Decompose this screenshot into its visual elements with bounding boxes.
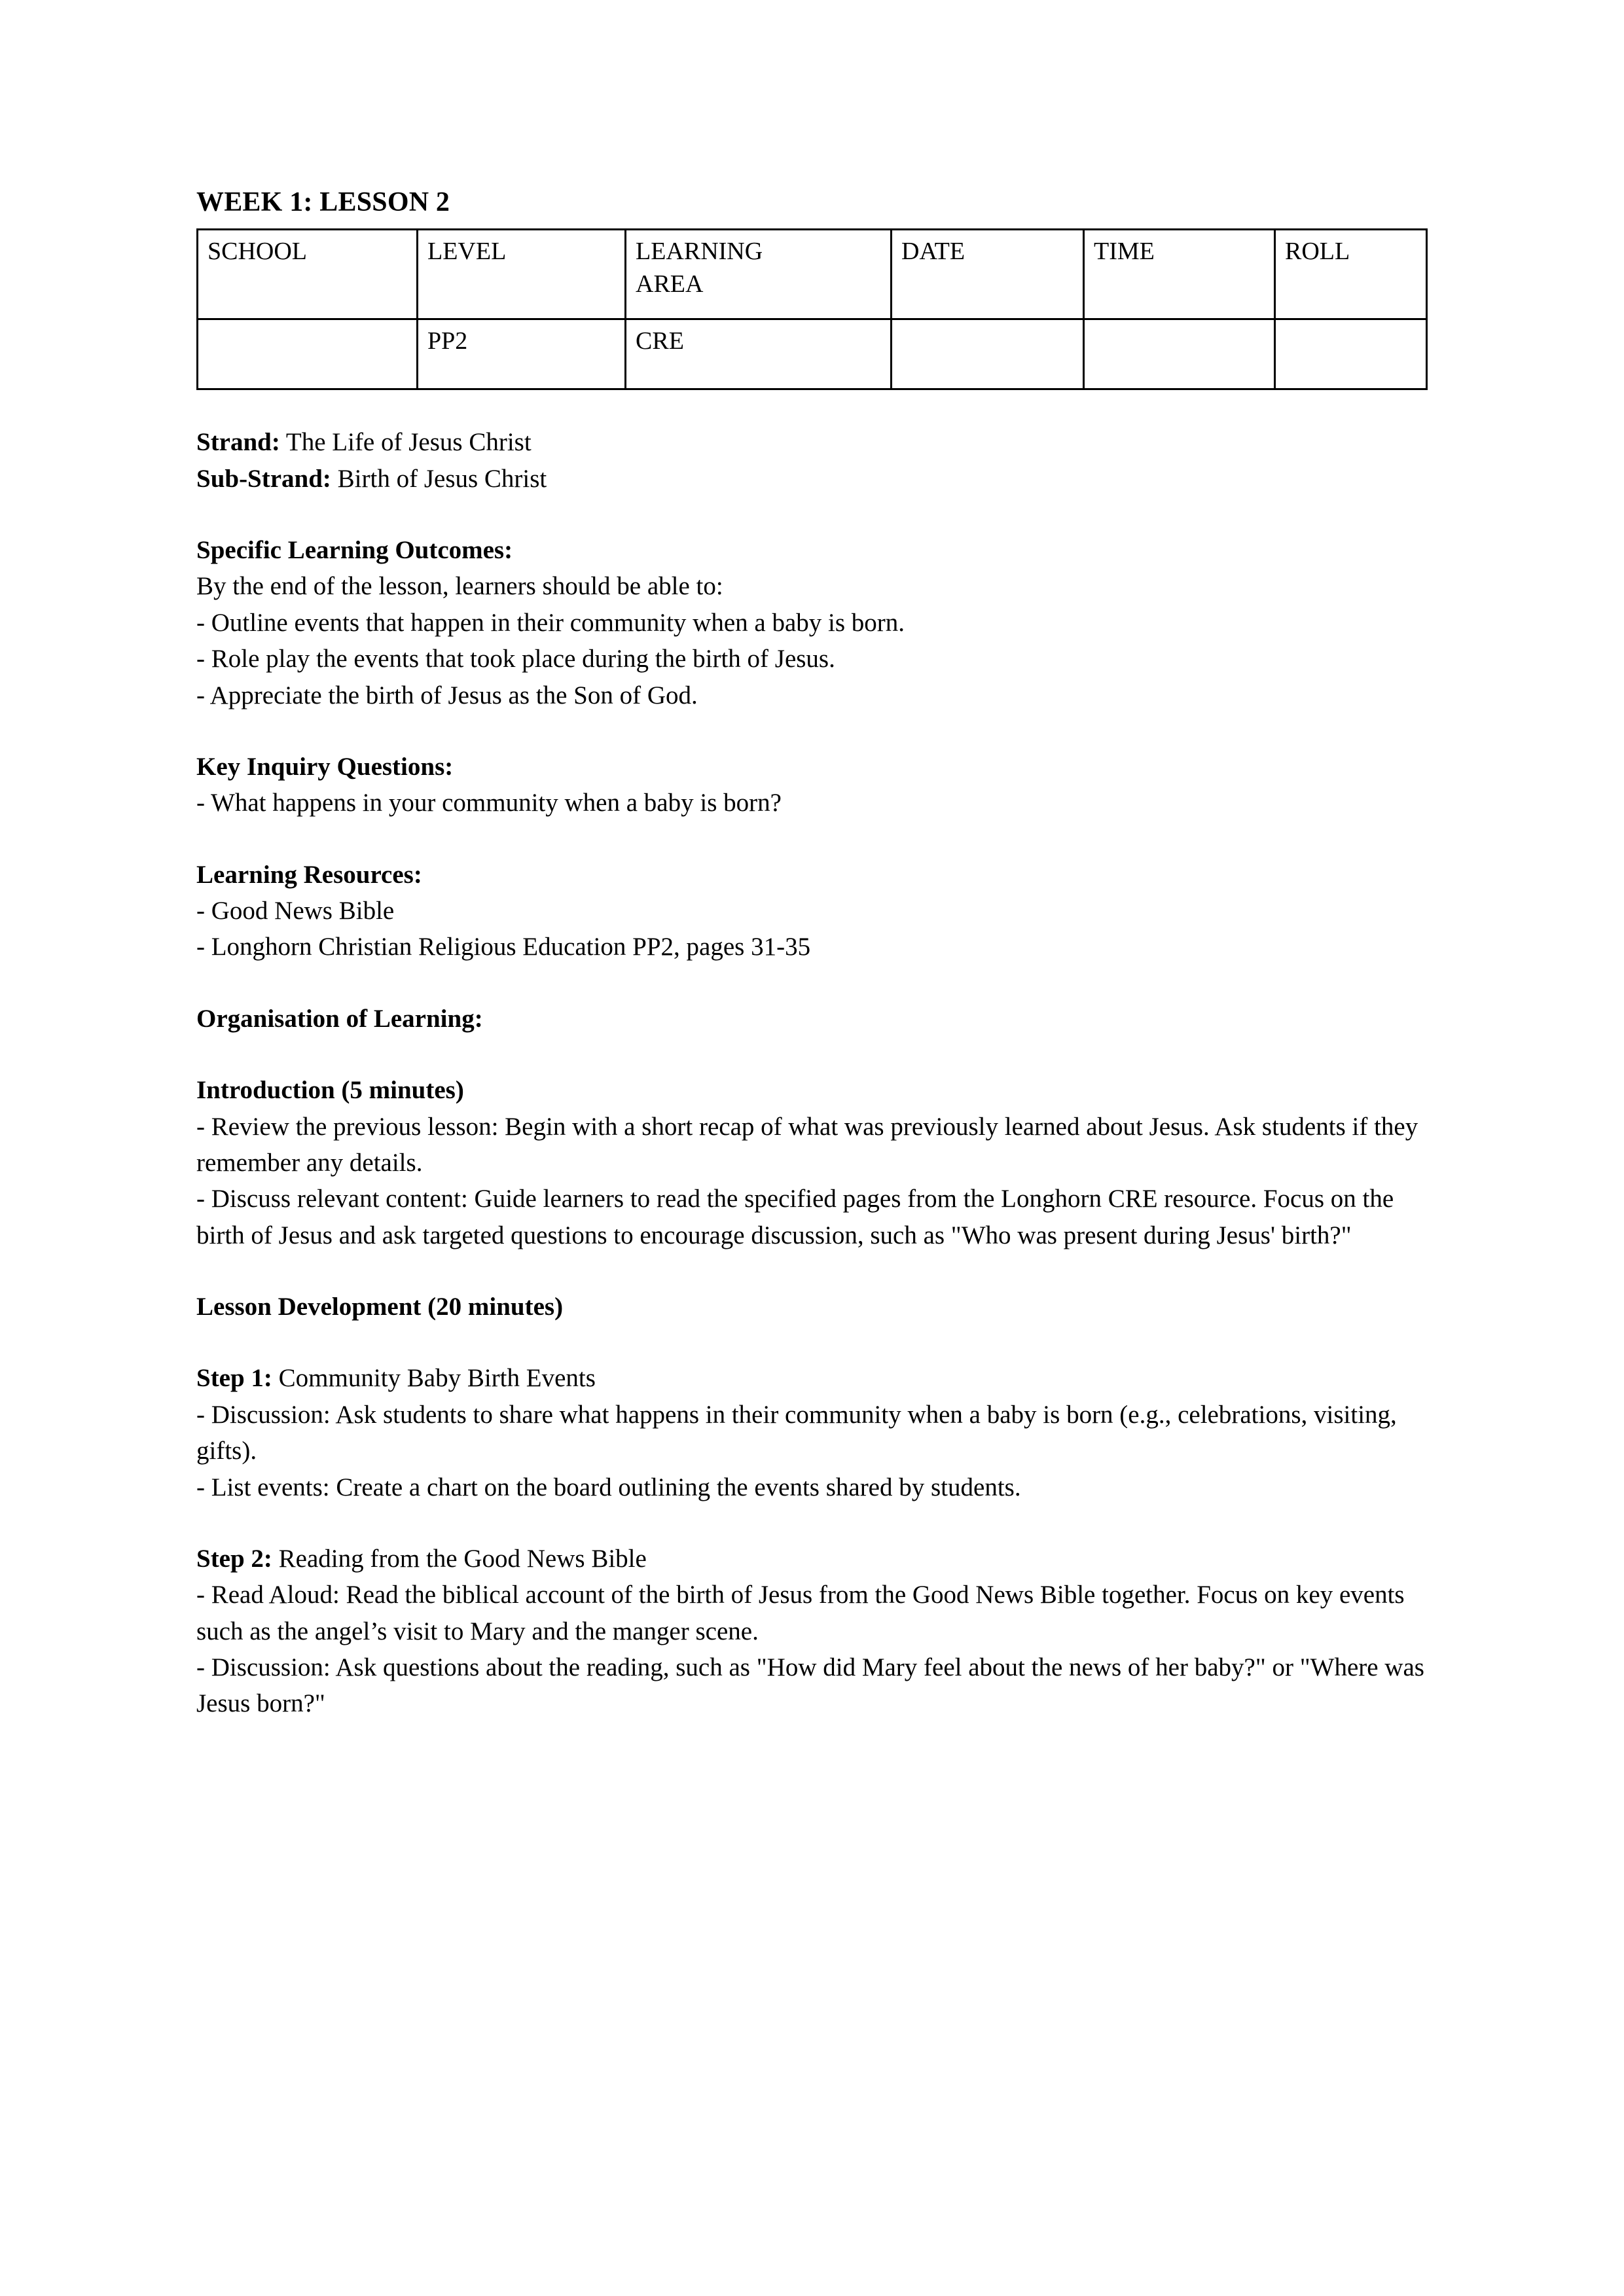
table-cell-time[interactable] xyxy=(1084,319,1275,389)
table-row xyxy=(198,319,1427,389)
lesson-info-table xyxy=(196,228,1428,390)
table-cell-date[interactable] xyxy=(892,319,1084,389)
step-1-title: Community Baby Birth Events xyxy=(272,1364,596,1393)
strand-value: The Life of Jesus Christ xyxy=(280,428,532,457)
learning-area-line-1: LEARNING xyxy=(636,238,763,266)
specific-learning-outcomes-intro: By the end of the lesson, learners should be able to: xyxy=(196,572,723,601)
step-2-label: Step 2: xyxy=(196,1544,272,1573)
table-cell-level[interactable]: PP2 xyxy=(418,319,626,389)
organisation-of-learning-heading: Organisation of Learning: xyxy=(196,1004,483,1033)
step-2-title: Reading from the Good News Bible xyxy=(272,1544,647,1573)
key-inquiry-questions-heading: Key Inquiry Questions: xyxy=(196,752,454,781)
sub-strand-label: Sub-Strand: xyxy=(196,464,331,493)
list-item: - Appreciate the birth of Jesus as the Son of God. xyxy=(196,681,698,709)
step-1-paragraph: - List events: Create a chart on the board outlining the events shared by students. xyxy=(196,1473,1021,1501)
lesson-development-heading: Lesson Development (20 minutes) xyxy=(196,1293,564,1321)
sub-strand-value: Birth of Jesus Christ xyxy=(331,464,547,493)
step-2-paragraph: - Discussion: Ask questions about the reading, such as "How did Mary feel about the news of her baby?" or "Where was Jesus born?" xyxy=(196,1653,1424,1718)
strand-label: Strand: xyxy=(196,428,280,457)
table-cell-learning-area[interactable]: CRE xyxy=(626,319,892,389)
list-item: - Outline events that happen in their community when a baby is born. xyxy=(196,608,905,637)
table-header-time: TIME xyxy=(1084,230,1275,319)
step-1-paragraph: - Discussion: Ask students to share what happens in their community when a baby is born (e.g., celebrations, visiting, gifts). xyxy=(196,1400,1397,1465)
step-1-heading xyxy=(196,1360,1427,1396)
table-header-roll: ROLL xyxy=(1275,230,1427,319)
step-1-label: Step 1: xyxy=(196,1364,272,1393)
learning-resources-heading: Learning Resources: xyxy=(196,860,422,889)
list-item: - Good News Bible xyxy=(196,897,395,925)
step-2-paragraph: - Read Aloud: Read the biblical account of the birth of Jesus from the Good News Bible together. Focus on key events such as the angel’s visit to Mary and the manger scene. xyxy=(196,1581,1405,1645)
introduction-heading: Introduction (5 minutes) xyxy=(196,1076,464,1105)
table-header-row xyxy=(198,230,1427,319)
list-item: - What happens in your community when a baby is born? xyxy=(196,789,782,817)
strand-line xyxy=(196,424,1427,460)
table-header-level: LEVEL xyxy=(418,230,626,319)
page-title: WEEK 1: LESSON 2 xyxy=(196,187,450,217)
table-cell-roll[interactable] xyxy=(1275,319,1427,389)
table-header-learning-area xyxy=(626,230,892,319)
list-item: - Longhorn Christian Religious Education PP2, pages 31-35 xyxy=(196,933,811,961)
sub-strand-line xyxy=(196,461,1427,497)
learning-area-line-2: AREA xyxy=(636,270,704,298)
list-item: - Role play the events that took place during the birth of Jesus. xyxy=(196,645,835,673)
table-cell-school[interactable] xyxy=(198,319,418,389)
specific-learning-outcomes-heading: Specific Learning Outcomes: xyxy=(196,536,513,565)
introduction-paragraph: - Discuss relevant content: Guide learners to read the specified pages from the Longhorn CRE resource. Focus on the birth of Jesus and ask targeted questions to encourage discussion, such as "Who was present during Jesus' birth?" xyxy=(196,1185,1394,1249)
introduction-paragraph: - Review the previous lesson: Begin with a short recap of what was previously learned about Jesus. Ask students if they remember any details. xyxy=(196,1112,1418,1177)
table-header-date: DATE xyxy=(892,230,1084,319)
step-2-heading xyxy=(196,1541,1427,1577)
table-header-school: SCHOOL xyxy=(198,230,418,319)
